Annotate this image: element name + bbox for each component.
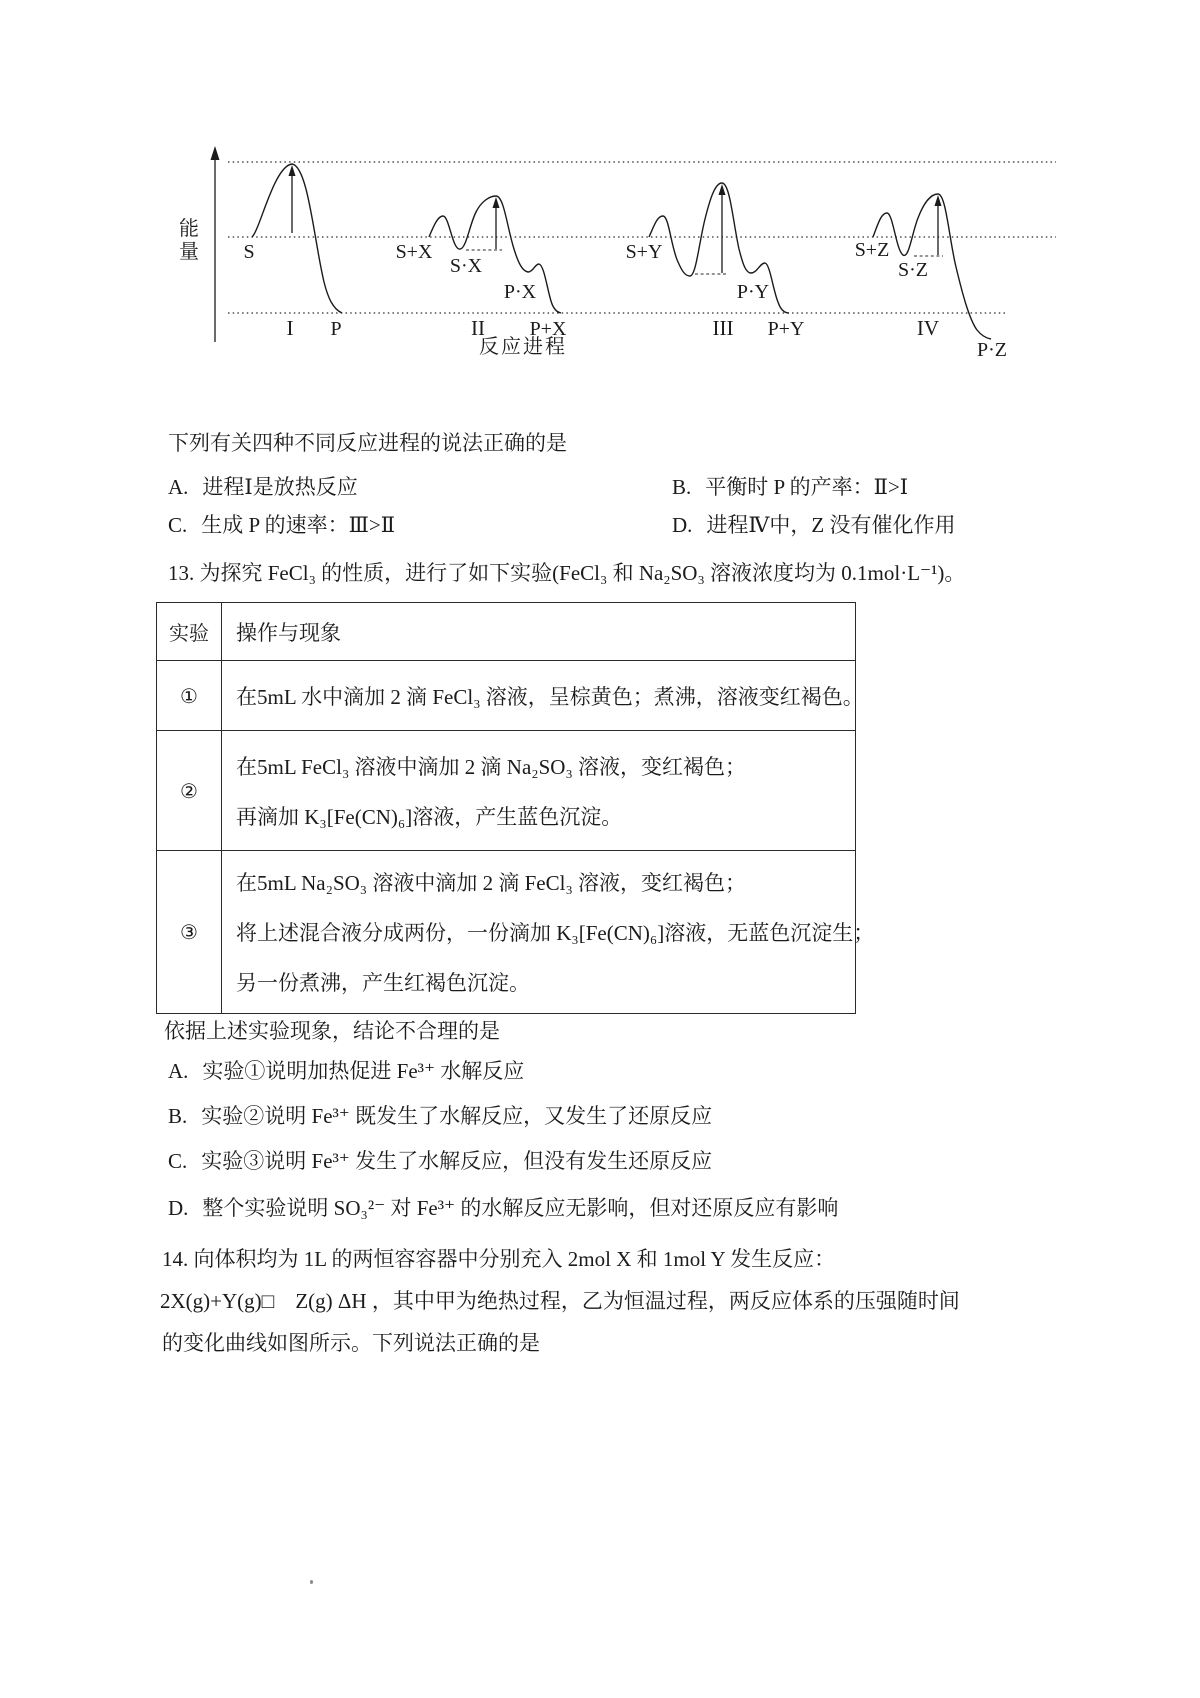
curve-i-path (252, 164, 342, 313)
operation-line: 另一份煮沸，产生红褐色沉淀。 (236, 971, 530, 995)
option-12-d (672, 512, 955, 538)
table-header-operation: 操作与现象 (222, 603, 856, 661)
option-12-b (672, 474, 908, 500)
curve-ii-path (429, 196, 561, 313)
energy-diagram-svg (140, 118, 1090, 368)
option-12-a (168, 474, 358, 500)
experiment-id: ① (157, 661, 222, 731)
option-text: 实验②说明 Fe³⁺ 既发生了水解反应，又发生了还原反应 (201, 1104, 713, 1128)
label-roman-ii: II (471, 316, 485, 340)
activation-arrowhead-ii (493, 197, 500, 208)
question-13-followup: 依据上述实验现象，结论不合理的是 (164, 1019, 500, 1043)
label-s-dot-x: S·X (449, 255, 483, 277)
x-axis-label: 反应进程 (479, 336, 567, 358)
label-p-plus-y: P+Y (767, 318, 805, 340)
label-p-plus-x: P+X (529, 318, 567, 340)
label-s-plus-z: S+Z (854, 239, 890, 261)
experiment-table (156, 602, 875, 1014)
option-text: 平衡时 P 的产率：Ⅱ>Ⅰ (705, 475, 909, 499)
activation-arrowhead-i (289, 165, 296, 176)
option-text: 整个实验说明 SO₃²⁻ 对 Fe³⁺ 的水解反应无影响，但对还原反应有影响 (202, 1196, 839, 1220)
operation-line: 在5mL Na₂SO₃ 溶液中滴加 2 滴 FeCl₃ 溶液，变红褐色； (236, 871, 747, 895)
label-s: S (243, 241, 255, 263)
label-roman-iii: III (712, 316, 734, 340)
option-label: A. (168, 475, 189, 499)
table-row-1 (157, 661, 856, 731)
option-label: C. (168, 1149, 188, 1173)
table-row-2 (157, 731, 856, 851)
option-label: D. (168, 1196, 189, 1220)
option-13-b (168, 1103, 712, 1129)
option-13-c (168, 1148, 712, 1174)
option-text: 实验①说明加热促进 Fe³⁺ 水解反应 (202, 1059, 525, 1083)
table-row-3 (157, 851, 856, 1014)
option-label: A. (168, 1059, 189, 1083)
question-12-stem: 下列有关四种不同反应进程的说法正确的是 (168, 431, 567, 455)
option-label: C. (168, 513, 188, 537)
table-header-row (157, 603, 856, 661)
question-14-line1: 14. 向体积均为 1L 的两恒容容器中分别充入 2mol X 和 1mol Y 发生反应： (162, 1247, 836, 1271)
operation-line: 在5mL FeCl₃ 溶液中滴加 2 滴 Na₂SO₃ 溶液，变红褐色； (236, 754, 747, 779)
option-label: B. (168, 1104, 188, 1128)
label-p-dot-z: P·Z (977, 339, 1007, 361)
option-text: 实验③说明 Fe³⁺ 发生了水解反应，但没有发生还原反应 (201, 1149, 713, 1173)
option-text: 生成 P 的速率：Ⅲ>Ⅱ (201, 513, 396, 537)
option-12-c (168, 512, 395, 538)
option-text: 进程Ⅰ是放热反应 (202, 475, 358, 499)
y-axis-label: 能量 (179, 218, 199, 263)
question-14-line3: 的变化曲线如图所示。下列说法正确的是 (162, 1331, 540, 1355)
label-p: P (330, 318, 342, 340)
label-s-plus-x: S+X (395, 241, 433, 263)
label-s-dot-z: S·Z (898, 259, 928, 281)
label-p-dot-x: P·X (503, 281, 537, 303)
operation-cell (222, 851, 875, 1014)
y-axis-arrowhead (211, 146, 220, 160)
option-label: D. (672, 513, 693, 537)
option-13-d (168, 1195, 838, 1221)
energy-diagram (140, 118, 1090, 368)
question-13-stem: 13. 为探究 FeCl₃ 的性质，进行了如下实验(FeCl₃ 和 Na₂SO₃ 溶液浓度均为 0.1mol·L⁻¹)。 (168, 561, 966, 585)
stray-mark (310, 1580, 313, 1584)
question-14-line2: 2X(g)+Y(g)□ Z(g) ΔH ，其中甲为绝热过程，乙为恒温过程，两反应体系的压强随时间 (160, 1289, 960, 1313)
operation-line: 在5mL 水中滴加 2 滴 FeCl₃ 溶液，呈棕黄色；煮沸，溶液变红褐色。 (236, 684, 864, 709)
experiment-id: ③ (157, 851, 222, 1014)
activation-arrowhead-iii (719, 184, 726, 195)
option-label: B. (672, 475, 692, 499)
label-roman-iv: IV (916, 316, 940, 340)
experiment-id: ② (157, 731, 222, 851)
label-p-dot-y: P·Y (736, 281, 770, 303)
operation-cell (222, 661, 864, 731)
label-roman-i: I (286, 316, 294, 340)
table-header-experiment: 实验 (157, 603, 222, 661)
operation-line: 再滴加 K₃[Fe(CN)₆]溶液，产生蓝色沉淀。 (236, 804, 623, 829)
operation-line: 将上述混合液分成两份，一份滴加 K₃[Fe(CN)₆]溶液，无蓝色沉淀生； (236, 921, 875, 945)
operation-cell (222, 731, 856, 851)
label-s-plus-y: S+Y (625, 241, 663, 263)
option-text: 进程Ⅳ中，Z 没有催化作用 (706, 513, 956, 537)
option-13-a (168, 1058, 524, 1084)
